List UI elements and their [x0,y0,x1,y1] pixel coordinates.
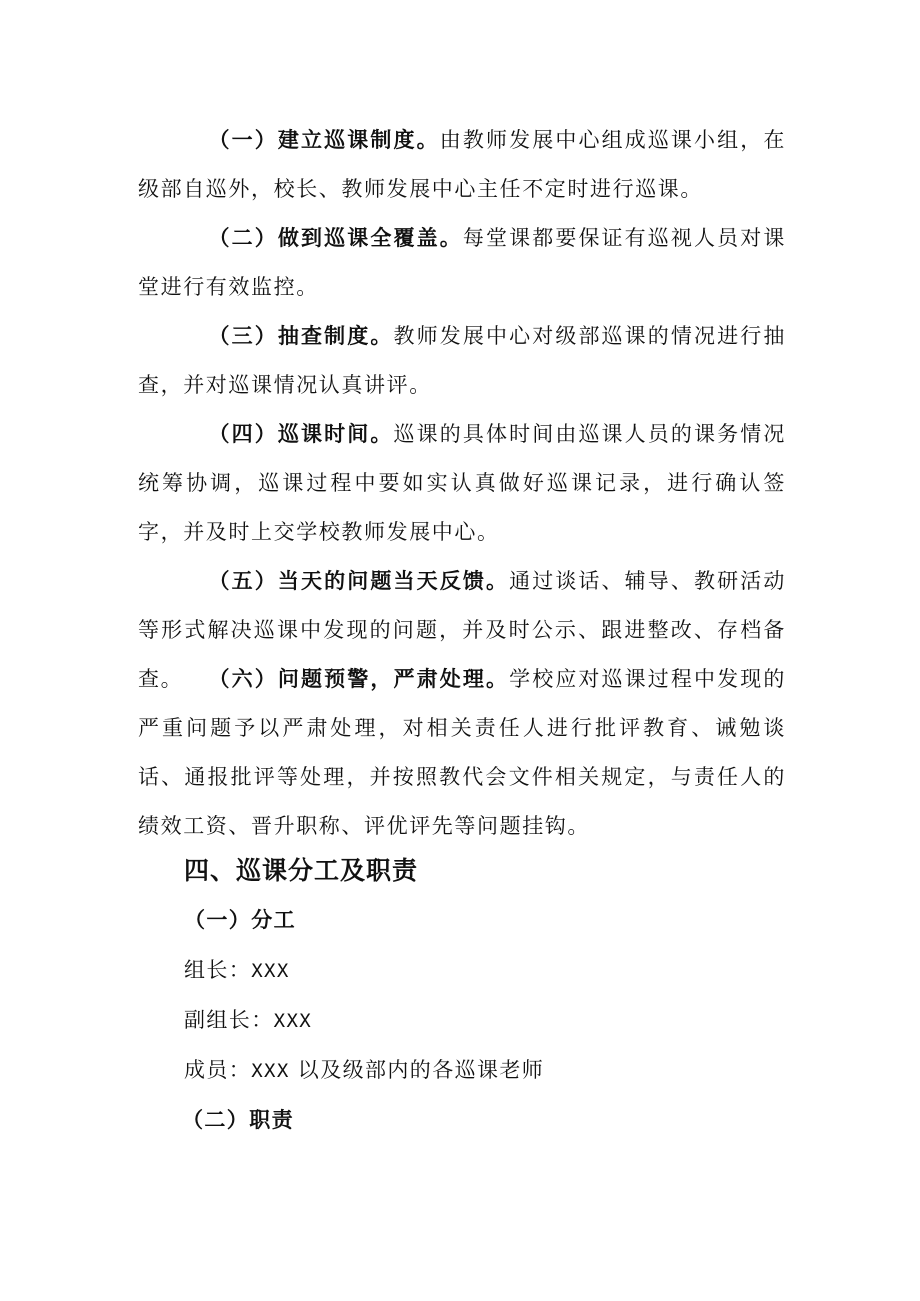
paragraph-lead: （三）抽查制度。 [208,323,394,348]
deputy-value: XXX [273,1010,313,1032]
paragraph-body: 教师发展中心对级部巡课的情况进行抽查，并对巡课情况认真讲评。 [138,324,786,397]
deputy-label: 副组长： [184,1008,274,1032]
division-title: （一）分工 [184,907,296,932]
paragraph-lead: （五）当天的问题当天反馈。 [208,568,510,593]
paragraph-full-coverage [138,213,786,312]
paragraph-body: 每堂课都要保证有巡视人员对课堂进行有效监控。 [138,226,786,299]
paragraph-spot-check [138,311,786,410]
paragraph-body: 由教师发展中心组成巡课小组，在级部自巡外，校长、教师发展中心主任不定时进行巡课。 [138,128,787,201]
duties-title: （二）职责 [182,1107,294,1132]
members-line [184,1054,544,1087]
members-value: XXX [251,1060,290,1082]
paragraph-inspection-system [138,115,786,214]
paragraph-body: 巡课的具体时间由巡课人员的课务情况统筹协调，巡课过程中要如实认真做好巡课记录，进行确认签字，并及时上交学校教师发展中心。 [138,422,786,544]
members-suffix: 以及级部内的各巡课老师 [289,1058,545,1082]
paragraph-body: 学校应对巡课过程中发现的严重问题予以严肃处理，对相关责任人进行批评教育、诫勉谈话、通报批评等处理，并按照教代会文件相关规定，与责任人的绩效工资、晋升职称、评优评先等问题挂钩。 [138,667,786,838]
section-heading: 四、巡课分工及职责 [184,856,419,885]
paragraph-lead: （四）巡课时间。 [208,421,394,446]
paragraph-lead: （二）做到巡课全覆盖。 [208,225,463,250]
leader-label: 组长： [184,958,252,982]
deputy-leader-line [184,1004,312,1037]
paragraph-lead: （六）问题预警，严肃处理。 [208,666,510,691]
members-label: 成员： [184,1058,252,1082]
paragraph-lead: （一）建立巡课制度。 [208,127,440,152]
leader-line [184,954,290,987]
paragraph-inspection-time [138,409,786,557]
paragraph-problem-warning [138,654,786,851]
leader-value: XXX [251,960,290,982]
paragraph-body: 通过谈话、辅导、教研活动等形式解决巡课中发现的问题，并及时公示、跟进整改、存档备查。 [138,569,786,691]
